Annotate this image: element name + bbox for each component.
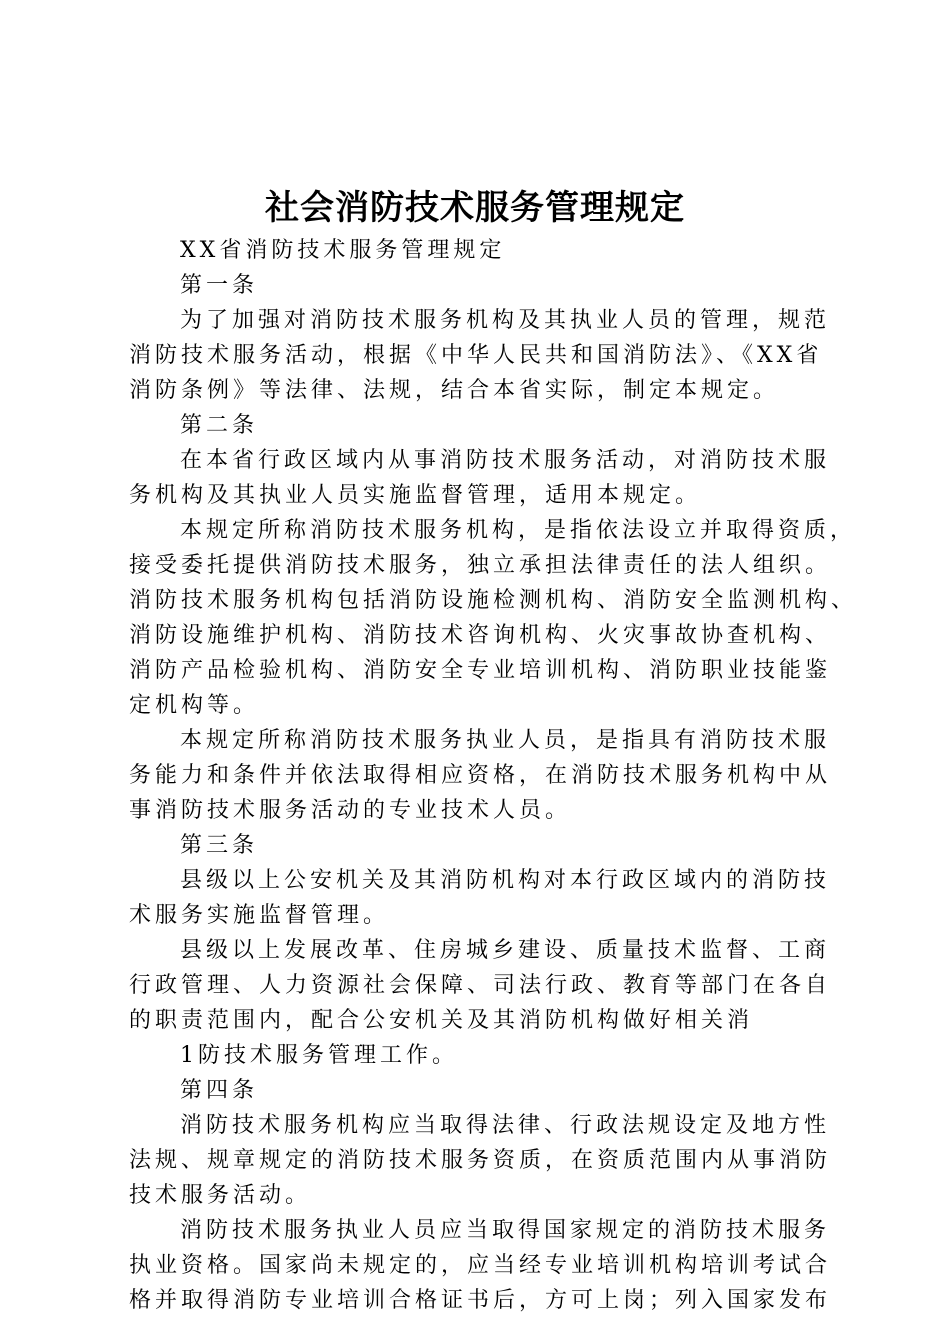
- text-line: 定机构等。: [129, 693, 260, 718]
- text-line: 法规、规章规定的消防技术服务资质，在资质范围内从事消防: [129, 1148, 832, 1173]
- text-line: 的职责范围内，配合公安机关及其消防机构做好相关消: [129, 1008, 754, 1033]
- text-line: 第二条: [180, 413, 259, 438]
- document-title: 社会消防技术服务管理规定: [265, 188, 685, 228]
- text-line: 事消防技术服务活动的专业技术人员。: [129, 798, 572, 823]
- text-line: 消防设施维护机构、消防技术咨询机构、火灾事故协查机构、: [129, 623, 832, 648]
- text-line: 接受委托提供消防技术服务，独立承担法律责任的法人组织。: [129, 553, 832, 578]
- text-line: 消防技术服务机构包括消防设施检测机构、消防安全监测机构、: [129, 588, 858, 613]
- text-line: 本规定所称消防技术服务机构，是指依法设立并取得资质，: [180, 518, 857, 543]
- text-line: 务机构及其执业人员实施监督管理，适用本规定。: [129, 483, 702, 508]
- text-line: 格并取得消防专业培训合格证书后，方可上岗；列入国家发布: [129, 1288, 832, 1313]
- text-line: 技术服务活动。: [129, 1183, 312, 1208]
- text-line: 行政管理、人力资源社会保障、司法行政、教育等部门在各自: [129, 973, 832, 998]
- text-line: 为了加强对消防技术服务机构及其执业人员的管理，规范: [180, 308, 831, 333]
- text-line: 在本省行政区域内从事消防技术服务活动，对消防技术服: [180, 448, 831, 473]
- text-line: 县级以上发展改革、住房城乡建设、质量技术监督、工商: [180, 938, 831, 963]
- text-line: 消防技术服务活动，根据《中华人民共和国消防法》、《XX省: [129, 343, 823, 368]
- text-line: 第三条: [180, 833, 259, 858]
- text-line: 执业资格。国家尚未规定的，应当经专业培训机构培训考试合: [129, 1253, 832, 1278]
- document-body: [129, 233, 858, 1318]
- text-line: 消防条例》等法律、法规，结合本省实际，制定本规定。: [129, 378, 780, 403]
- text-line: 消防技术服务执业人员应当取得国家规定的消防技术服务: [180, 1218, 831, 1243]
- text-line: 第一条: [180, 273, 259, 298]
- text-line: 消防技术服务机构应当取得法律、行政法规设定及地方性: [180, 1113, 831, 1138]
- text-line: 1防技术服务管理工作。: [180, 1043, 458, 1068]
- text-line: XX省消防技术服务管理规定: [180, 238, 506, 263]
- text-line: 术服务实施监督管理。: [129, 903, 390, 928]
- text-line: 本规定所称消防技术服务执业人员，是指具有消防技术服: [180, 728, 831, 753]
- text-line: 第四条: [180, 1078, 259, 1103]
- text-line: 务能力和条件并依法取得相应资格，在消防技术服务机构中从: [129, 763, 832, 788]
- text-line: 县级以上公安机关及其消防机构对本行政区域内的消防技: [180, 868, 831, 893]
- text-line: 消防产品检验机构、消防安全专业培训机构、消防职业技能鉴: [129, 658, 832, 683]
